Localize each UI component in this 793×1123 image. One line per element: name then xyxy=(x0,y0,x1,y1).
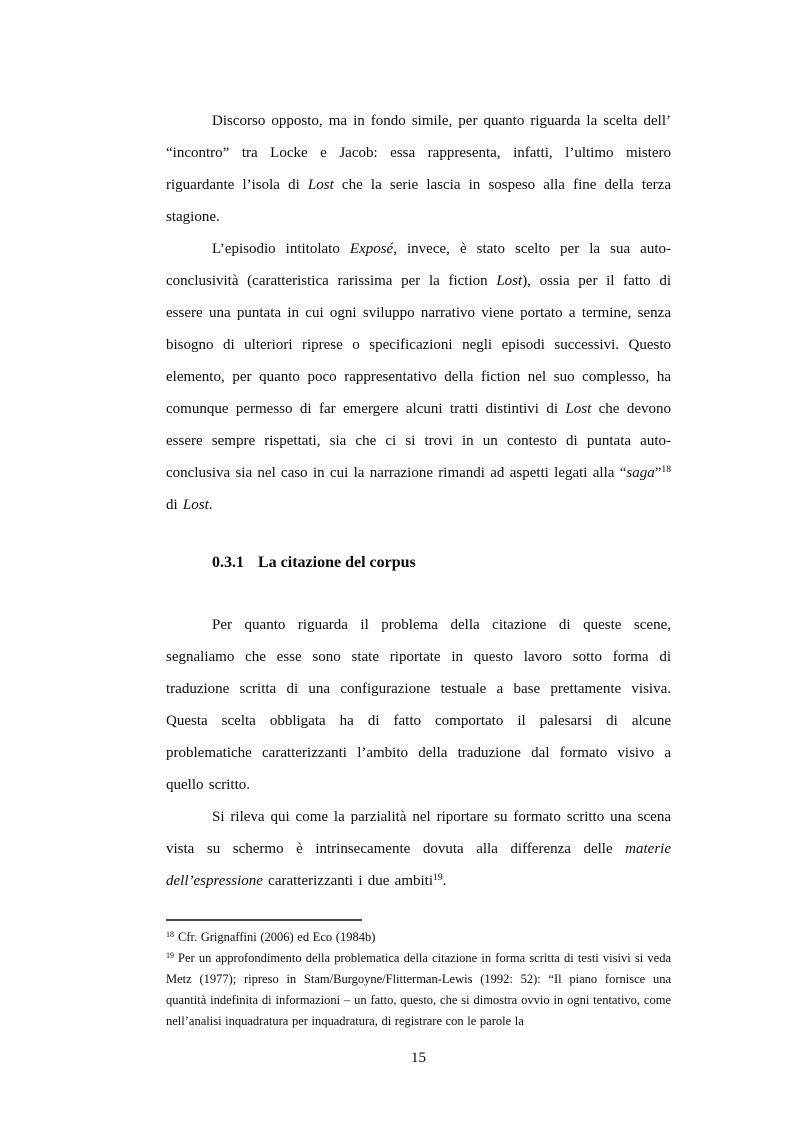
footnote-separator-rule xyxy=(166,919,362,921)
text-run: Discorso opposto, ma in fondo simile, per quanto riguarda la scelta dell’ “incontro” tra Locke e Jacob: essa rappresenta, infatti, l’ultimo mistero riguardante l’isola di xyxy=(166,113,671,193)
paragraph-parzialita xyxy=(166,801,671,897)
footnote-18-marker: 18 xyxy=(166,929,174,939)
text-run: caratterizzanti i due ambiti xyxy=(262,873,434,889)
text-run: di xyxy=(166,497,183,513)
text-run: . xyxy=(208,497,213,513)
text-run: materie dell’espressione xyxy=(166,841,671,889)
footnote-reference: 18 xyxy=(661,463,671,475)
text-run: Si rileva qui come la parzialità nel riportare su formato scritto una scena vista su schermo è intrinsecamente dovuta alla differenza delle xyxy=(166,809,671,857)
text-run: , invece, è stato scelto per la sua auto-conclusività (caratteristica rarissima per la fiction xyxy=(166,241,671,289)
text-run: che la serie lascia in sospeso alla fine della terza stagione. xyxy=(166,177,671,225)
text-run: Lost xyxy=(496,273,523,289)
footnote-19-marker: 19 xyxy=(166,950,174,960)
footnote-19-text: Per un approfondimento della problematica della citazione in forma scritta di testi visivi si veda Metz (1977); ripreso in Stam/Burgoyne/Flitterman-Lewis (1992: 52): “Il piano fornisce una quantità indefinita di informazioni – un fatto, questo, che si dimostra ovvio in ogni tentativo, come nell’analisi inquadratura per inquadratura, di registrare con le parole la xyxy=(166,951,671,1028)
page-number: 15 xyxy=(411,1050,426,1066)
text-run: Lost xyxy=(182,497,209,513)
footnote-reference: 19 xyxy=(433,871,443,883)
footnote-19 xyxy=(166,948,671,1032)
text-run: Lost xyxy=(307,177,334,193)
text-run: Per quanto riguarda il problema della citazione di queste scene, segnaliamo che esse sono state riportate in questo lavoro sotto forma di traduzione scritta di una configurazione testuale a base prettamente visiva. Questa scelta obbligata ha di fatto comportato il palesarsi di alcune problematiche caratterizzanti l’ambito della traduzione dal formato visivo a quello scritto. xyxy=(166,617,671,793)
text-run: ), ossia per il fatto di essere una puntata in cui ogni sviluppo narrativo viene portato a termine, senza bisogno di ulteriori riprese o specificazioni negli episodi successivi. Questo elemento, per quanto poco rappresentativo della fiction nel suo complesso, ha comunque permesso di far emergere alcuni tratti distintivi di xyxy=(166,273,672,417)
text-run: ” xyxy=(654,465,662,481)
section-title: La citazione del corpus xyxy=(258,554,416,571)
text-run: che devono essere sempre rispettati, sia che ci si trovi in un contesto di puntata auto-conclusiva sia nel caso in cui la narrazione rimandi ad aspetti legati alla “ xyxy=(166,401,671,481)
text-run: Lost xyxy=(565,401,592,417)
footnote-18-text: Cfr. Grignaffini (2006) ed Eco (1984b) xyxy=(178,930,376,944)
text-run: . xyxy=(442,873,447,889)
paragraph-citazione-scene xyxy=(166,609,671,801)
text-run: saga xyxy=(626,465,655,481)
body-text-block xyxy=(166,105,671,897)
text-run: Exposé xyxy=(349,241,394,257)
paragraph-episodio-expose xyxy=(166,233,671,521)
text-run: L’episodio intitolato xyxy=(212,241,350,257)
footnote-18 xyxy=(166,927,671,948)
section-number: 0.3.1 xyxy=(212,554,244,571)
section-heading xyxy=(166,547,671,579)
footnotes-section xyxy=(166,914,671,1032)
paragraph-discorso-opposto xyxy=(166,105,671,233)
